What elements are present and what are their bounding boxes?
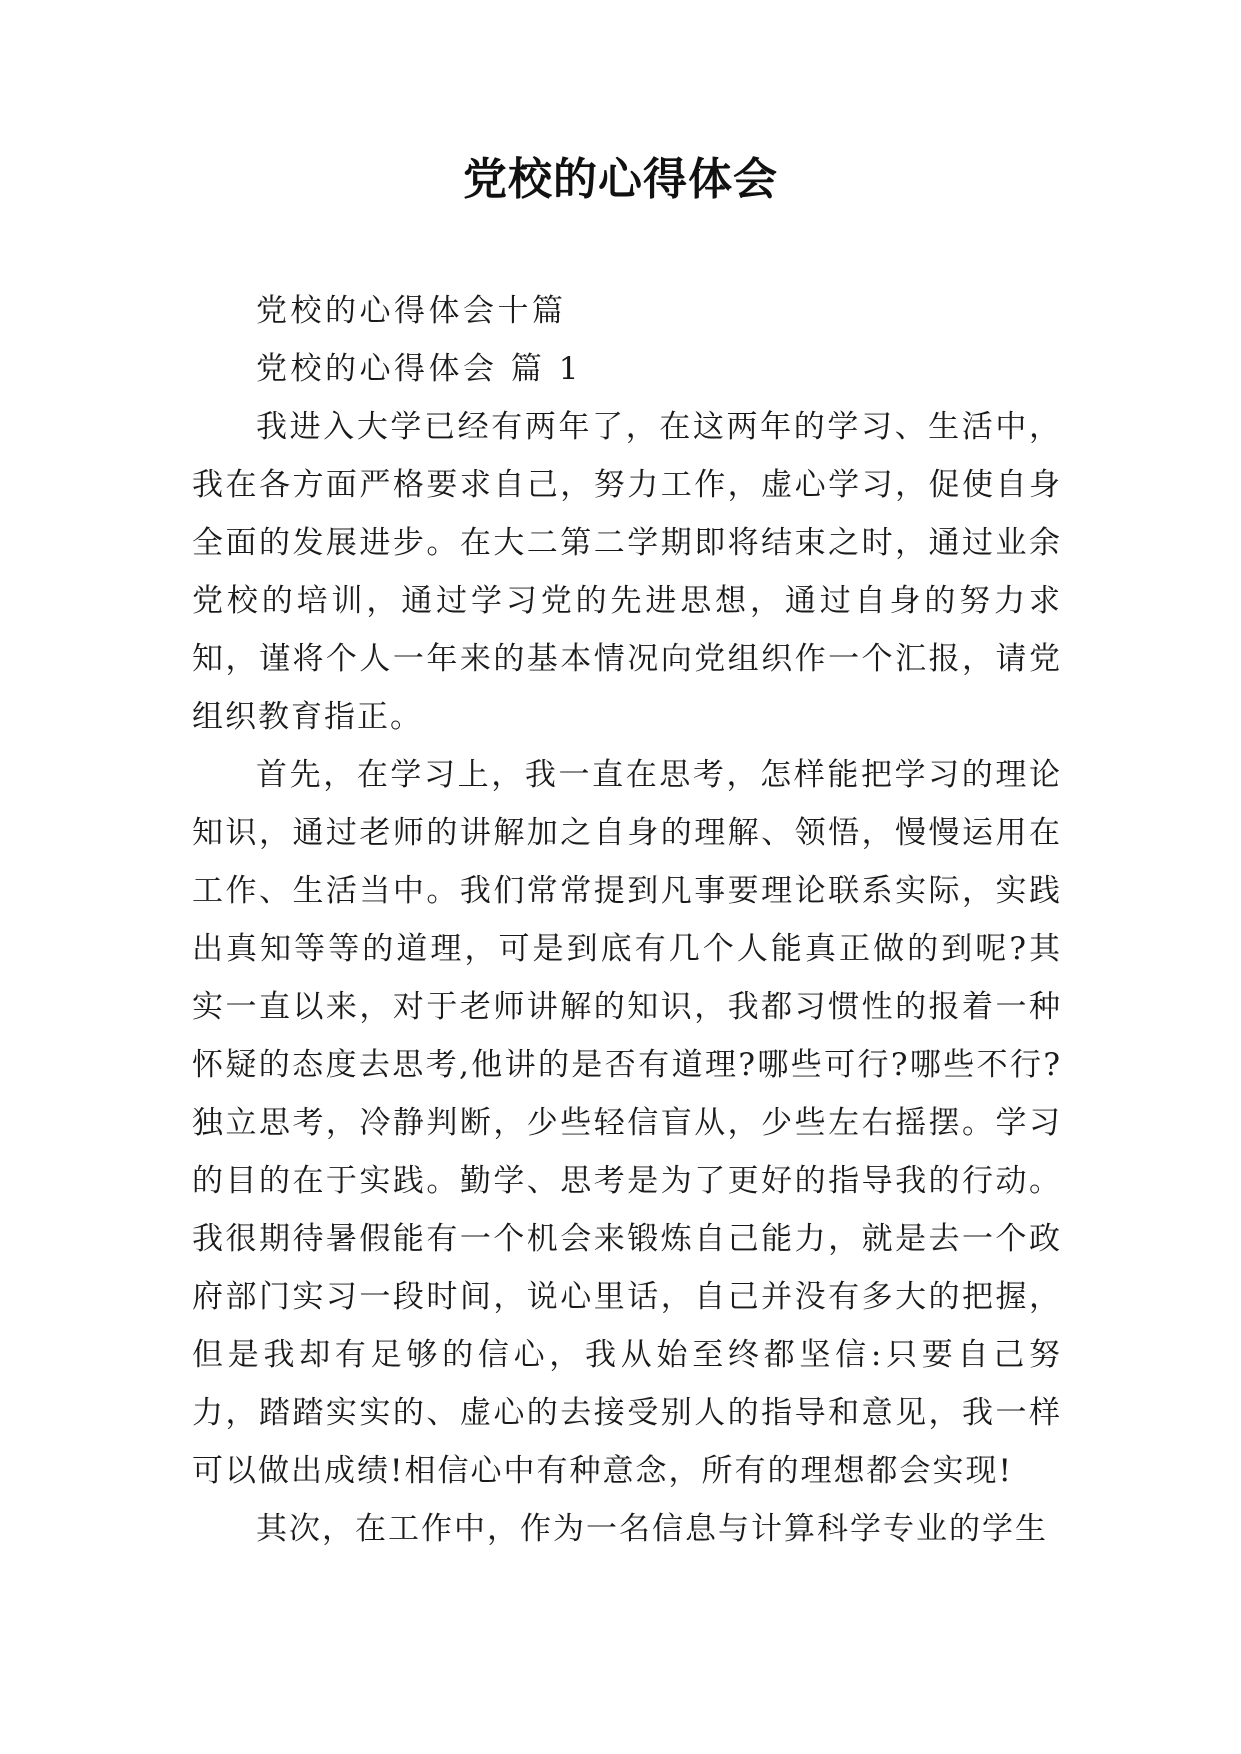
paragraph-3: 其次，在工作中，作为一名信息与计算科学专业的学生 [256,1511,1048,1547]
section-heading: 党校的心得体会 篇 1 [256,351,582,387]
document-subtitle: 党校的心得体会十篇 [256,293,567,329]
paragraph-2: 首先，在学习上，我一直在思考，怎样能把学习的理论知识，通过老师的讲解加之自身的理解、领悟，慢慢运用在工作、生活当中。我们常常提到凡事要理论联系实际，实践出真知等等的道理，可是到底有几个人能真正做的到呢?其实一直以来，对于老师讲解的知识，我都习惯性的报着一种怀疑的态度去思考,他讲的是否有道理?哪些可行?哪些不行?独立思考，冷静判断，少些轻信盲从，少些左右摇摆。学习的目的在于实践。勤学、思考是为了更好的指导我的行动。我很期待暑假能有一个机会来锻炼自己能力，就是去一个政府部门实习一段时间，说心里话，自己并没有多大的把握，但是我却有足够的信心，我从始至终都坚信:只要自己努力，踏踏实实的、虚心的去接受别人的指导和意见，我一样可以做出成绩!相信心中有种意念，所有的理想都会实现! [192,757,1062,1489]
paragraph-1: 我进入大学已经有两年了，在这两年的学习、生活中，我在各方面严格要求自己，努力工作，虚心学习，促使自身全面的发展进步。在大二第二学期即将结束之时，通过业余党校的培训，通过学习党的先进思想，通过自身的努力求知，谨将个人一年来的基本情况向党组织作一个汇报，请党组织教育指正。 [192,409,1062,735]
document-body [192,282,1062,1558]
document-title: 党校的心得体会 [463,154,778,205]
